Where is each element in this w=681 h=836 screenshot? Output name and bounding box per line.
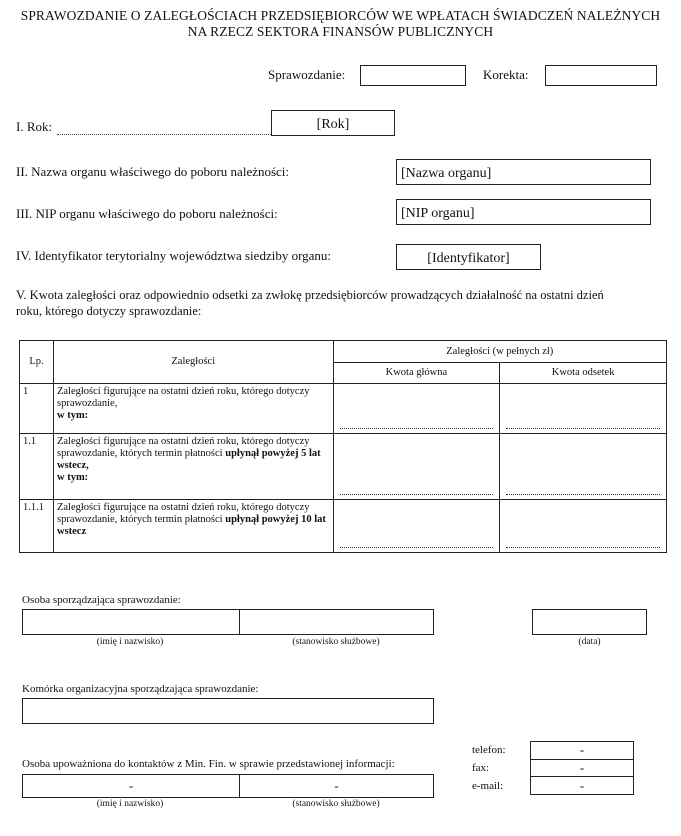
nip-organu-field[interactable]: [NIP organu] — [396, 199, 651, 225]
title-line-2: NA RZECZ SEKTORA FINANSÓW PUBLICZNYCH — [187, 24, 494, 39]
table-row — [20, 384, 667, 434]
kontakt-details-box — [530, 741, 634, 795]
fax-label: fax: — [472, 762, 490, 774]
header-group: Zaległości (w pełnych zł) — [333, 341, 666, 363]
row-description — [53, 500, 333, 553]
row-bold-text: w tym: — [56, 410, 89, 421]
osoba-stanowisko-caption: (stanowisko służbowe) — [292, 637, 380, 647]
dotted-line — [506, 493, 660, 495]
zaleglosci-table — [19, 340, 667, 553]
kwota-glowna-cell[interactable] — [333, 434, 500, 500]
kwota-glowna-cell[interactable] — [333, 500, 500, 553]
title-line-1: SPRAWOZDANIE O ZALEGŁOŚCIACH PRZEDSIĘBIORCÓW WE WPŁATACH ŚWIADCZEŃ NALEŻNYCH — [20, 8, 661, 23]
nazwa-organu-label: II. Nazwa organu właściwego do poboru należności: — [16, 164, 290, 179]
dotted-line — [340, 546, 494, 548]
header-lp: Lp. — [20, 341, 54, 384]
row-description — [53, 434, 333, 500]
kwota-odsetek-cell[interactable] — [500, 500, 667, 553]
dotted-line — [506, 546, 660, 548]
dotted-line — [340, 427, 494, 429]
table-header-row — [20, 341, 667, 363]
section-v-line-2: roku, którego dotyczy sprawozdanie: — [16, 304, 202, 318]
fax-field[interactable]: - — [531, 760, 633, 778]
document-title — [0, 8, 681, 40]
data-field[interactable] — [532, 609, 647, 635]
row-lp: 1.1 — [20, 434, 54, 500]
komorka-field[interactable] — [22, 698, 434, 724]
dotted-line — [340, 493, 494, 495]
rok-dotted-line — [57, 134, 271, 135]
komorka-label: Komórka organizacyjna sporządzająca sprawozdanie: — [22, 683, 259, 695]
dotted-line — [506, 427, 660, 429]
kwota-odsetek-cell[interactable] — [500, 384, 667, 434]
table-row — [20, 434, 667, 500]
rok-label: I. Rok: — [16, 119, 53, 134]
kwota-glowna-cell[interactable] — [333, 384, 500, 434]
row-bold-text-2: w tym: — [56, 472, 89, 483]
identyfikator-label: IV. Identyfikator terytorialny województwa siedziby organu: — [16, 248, 332, 263]
osoba-stanowisko-field[interactable] — [239, 610, 433, 634]
osoba-imie-caption: (imię i nazwisko) — [96, 637, 164, 647]
row-description — [53, 384, 333, 434]
data-caption: (data) — [578, 637, 601, 647]
osoba-imie-field[interactable] — [23, 610, 239, 634]
header-kwota-odsetek: Kwota odsetek — [500, 363, 667, 384]
kontakt-stanowisko-caption: (stanowisko służbowe) — [292, 799, 380, 809]
kontakt-imie-field[interactable]: - — [128, 778, 134, 793]
telefon-field[interactable]: - — [531, 742, 633, 760]
table-row — [20, 500, 667, 553]
nip-organu-label: III. NIP organu właściwego do poboru należności: — [16, 206, 278, 221]
section-v-line-1: V. Kwota zaległości oraz odpowiednio odsetki za zwłokę przedsiębiorców prowadzących działalność na ostatni dzień — [16, 288, 604, 302]
header-zaleglosci: Zaległości — [53, 341, 333, 384]
email-label: e-mail: — [472, 780, 504, 792]
header-kwota-glowna: Kwota główna — [333, 363, 500, 384]
row-lp: 1 — [20, 384, 54, 434]
email-field[interactable]: - — [579, 777, 585, 793]
row-bold-text: upłynął powyżej 10 lat wstecz — [56, 514, 326, 537]
row-lp: 1.1.1 — [20, 500, 54, 553]
kontakt-fields — [22, 774, 434, 798]
rok-field[interactable]: [Rok] — [271, 110, 395, 136]
row-text: Zaległości figurujące na ostatni dzień roku, którego dotyczy sprawozdanie, których termin płatności — [56, 502, 310, 525]
identyfikator-field[interactable]: [Identyfikator] — [396, 244, 541, 270]
korekta-field[interactable] — [545, 65, 657, 86]
korekta-label: Korekta: — [483, 67, 529, 82]
row-text: Zaległości figurujące na ostatni dzień roku, którego dotyczy sprawozdanie, których termin płatności — [56, 436, 310, 459]
kwota-odsetek-cell[interactable] — [500, 434, 667, 500]
telefon-label: telefon: — [472, 744, 506, 756]
kontakt-label: Osoba upoważniona do kontaktów z Min. Fin. w sprawie przedstawionej informacji: — [22, 758, 395, 770]
row-bold-text: upłynął powyżej 5 lat wstecz, — [56, 448, 321, 471]
kontakt-stanowisko-field[interactable]: - — [239, 775, 433, 797]
sprawozdanie-label: Sprawozdanie: — [268, 67, 346, 82]
nazwa-organu-field[interactable]: [Nazwa organu] — [396, 159, 651, 185]
sprawozdanie-field[interactable] — [360, 65, 466, 86]
row-text: Zaległości figurujące na ostatni dzień roku, którego dotyczy sprawozdanie, — [56, 386, 310, 409]
osoba-label: Osoba sporządzająca sprawozdanie: — [22, 594, 181, 606]
osoba-fields — [22, 609, 434, 635]
kontakt-imie-caption: (imię i nazwisko) — [96, 799, 164, 809]
